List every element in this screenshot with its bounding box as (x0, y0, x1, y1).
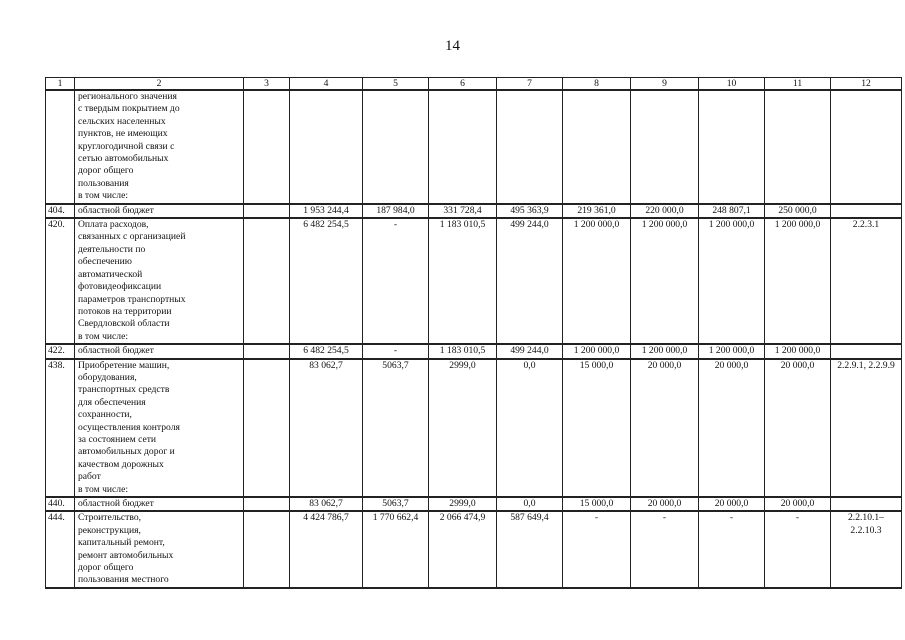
table-row (46, 218, 902, 344)
value-cell: 1 200 000,0 (563, 344, 631, 358)
value-cell: - (765, 511, 831, 587)
table-row (46, 497, 902, 511)
value-cell: 587 649,4 (497, 511, 563, 587)
value-cell: 2999,0 (429, 359, 497, 497)
value-cell: 5063,7 (363, 497, 429, 511)
row-description (75, 90, 244, 204)
row-description (75, 497, 244, 511)
value-cell (290, 90, 363, 204)
value-cell: - (363, 344, 429, 358)
row-index: 444. (46, 511, 75, 587)
column-header: 4 (290, 78, 363, 91)
value-cell (244, 204, 290, 218)
row-index: 422. (46, 344, 75, 358)
value-cell: 499 244,0 (497, 218, 563, 344)
description-line: пунктов, не имеющих (78, 128, 168, 140)
value-cell: 2.2.9.1, 2.2.9.9 (831, 359, 902, 497)
column-header: 8 (563, 78, 631, 91)
description-line: обеспечению (78, 256, 132, 268)
value-cell: 2999,0 (429, 497, 497, 511)
description-line: работ (78, 471, 101, 483)
column-header: 7 (497, 78, 563, 91)
description-line: для обеспечения (78, 396, 146, 408)
description-line: за состоянием сети (78, 433, 157, 445)
description-line: пользования (78, 177, 129, 189)
row-description (75, 344, 244, 358)
description-line: потоков на территории (78, 305, 172, 317)
value-cell: 1 200 000,0 (631, 344, 699, 358)
value-cell: 1 183 010,5 (429, 344, 497, 358)
value-cell (244, 497, 290, 511)
value-cell (831, 497, 902, 511)
description-line: транспортных средств (78, 384, 170, 396)
description-line: в том числе: (78, 330, 129, 342)
value-cell: 2.2.3.1 (831, 218, 902, 344)
description-line: Приобретение машин, (78, 359, 170, 371)
description-line: реконструкция, (78, 524, 141, 536)
description-line: капитальный ремонт, (78, 537, 165, 549)
description-line: осуществления контроля (78, 421, 180, 433)
value-cell (563, 90, 631, 204)
column-header: 11 (765, 78, 831, 91)
row-index: 404. (46, 204, 75, 218)
row-index: 438. (46, 359, 75, 497)
value-cell: 1 200 000,0 (699, 218, 765, 344)
description-line: связанных с организацией (78, 231, 186, 243)
description-line: деятельности по (78, 243, 146, 255)
value-cell: 1 200 000,0 (765, 218, 831, 344)
value-cell (244, 511, 290, 587)
row-index: 440. (46, 497, 75, 511)
value-cell: 499 244,0 (497, 344, 563, 358)
value-cell: 20 000,0 (631, 359, 699, 497)
value-cell (765, 90, 831, 204)
row-description (75, 218, 244, 344)
value-cell (244, 218, 290, 344)
description-line: с твердым покрытием до (78, 103, 180, 115)
description-line: автомобильных дорог и (78, 446, 175, 458)
value-cell: 2.2.10.1– 2.2.10.3 (831, 511, 902, 587)
value-cell (831, 204, 902, 218)
value-cell: 495 363,9 (497, 204, 563, 218)
row-index: 420. (46, 218, 75, 344)
value-cell (244, 359, 290, 497)
value-cell (244, 344, 290, 358)
budget-table (45, 77, 902, 589)
value-cell (831, 344, 902, 358)
value-cell: 250 000,0 (765, 204, 831, 218)
description-line: автоматической (78, 268, 143, 280)
value-cell: 20 000,0 (765, 359, 831, 497)
value-cell: 0,0 (497, 359, 563, 497)
value-cell: 20 000,0 (765, 497, 831, 511)
description-line: пользования местного (78, 574, 169, 586)
value-cell: 1 200 000,0 (765, 344, 831, 358)
value-cell: 20 000,0 (699, 359, 765, 497)
row-description (75, 204, 244, 218)
value-cell: 331 728,4 (429, 204, 497, 218)
value-cell: 15 000,0 (563, 497, 631, 511)
value-cell: 1 200 000,0 (563, 218, 631, 344)
value-cell: 83 062,7 (290, 359, 363, 497)
value-cell: 20 000,0 (699, 497, 765, 511)
table-body (46, 78, 902, 588)
description-line: сетью автомобильных (78, 153, 169, 165)
value-cell (429, 90, 497, 204)
description-line: ремонт автомобильных (78, 549, 174, 561)
description-line: областной бюджет (78, 204, 154, 216)
value-cell (831, 90, 902, 204)
description-line: фотовидеофиксации (78, 281, 162, 293)
value-cell: 248 807,1 (699, 204, 765, 218)
page-number: 14 (445, 38, 460, 54)
value-cell: - (631, 511, 699, 587)
value-cell: 187 984,0 (363, 204, 429, 218)
column-header: 3 (244, 78, 290, 91)
description-line: параметров транспортных (78, 293, 186, 305)
value-cell: 4 424 786,7 (290, 511, 363, 587)
value-cell: - (363, 218, 429, 344)
table-row (46, 359, 902, 497)
value-cell: 6 482 254,5 (290, 344, 363, 358)
value-cell (244, 90, 290, 204)
value-cell: 0,0 (497, 497, 563, 511)
description-line: сельских населенных (78, 115, 166, 127)
column-header: 6 (429, 78, 497, 91)
column-header: 5 (363, 78, 429, 91)
description-line: Оплата расходов, (78, 219, 149, 231)
description-line: дорог общего (78, 165, 134, 177)
table-row (46, 511, 902, 587)
value-cell: 1 953 244,4 (290, 204, 363, 218)
column-header: 1 (46, 78, 75, 91)
value-cell: 2 066 474,9 (429, 511, 497, 587)
description-line: оборудования, (78, 371, 137, 383)
description-line: круглогодичной связи с (78, 140, 175, 152)
description-line: в том числе: (78, 190, 129, 202)
table-row (46, 204, 902, 218)
header-row (46, 78, 902, 91)
description-line: областной бюджет (78, 345, 154, 357)
column-header: 12 (831, 78, 902, 91)
value-cell (631, 90, 699, 204)
value-cell (363, 90, 429, 204)
description-line: в том числе: (78, 483, 129, 495)
value-cell: 219 361,0 (563, 204, 631, 218)
description-line: Свердловской области (78, 318, 170, 330)
row-description (75, 511, 244, 587)
value-cell: 6 482 254,5 (290, 218, 363, 344)
value-cell: 15 000,0 (563, 359, 631, 497)
description-line: Строительство, (78, 512, 142, 524)
value-cell: 1 770 662,4 (363, 511, 429, 587)
column-header: 9 (631, 78, 699, 91)
value-cell: - (563, 511, 631, 587)
row-description (75, 359, 244, 497)
value-cell: 1 183 010,5 (429, 218, 497, 344)
column-header: 10 (699, 78, 765, 91)
value-cell: 5063,7 (363, 359, 429, 497)
description-line: регионального значения (78, 91, 177, 102)
column-header: 2 (75, 78, 244, 91)
description-line: качеством дорожных (78, 458, 164, 470)
description-line: дорог общего (78, 562, 134, 574)
description-line: сохранности, (78, 409, 132, 421)
value-cell (497, 90, 563, 204)
value-cell: 1 200 000,0 (699, 344, 765, 358)
row-index (46, 90, 75, 204)
table-row (46, 344, 902, 358)
description-line: областной бюджет (78, 498, 154, 509)
value-cell: 83 062,7 (290, 497, 363, 511)
table-row (46, 90, 902, 204)
value-cell (699, 90, 765, 204)
value-cell: 1 200 000,0 (631, 218, 699, 344)
value-cell: 220 000,0 (631, 204, 699, 218)
value-cell: - (699, 511, 765, 587)
value-cell: 20 000,0 (631, 497, 699, 511)
